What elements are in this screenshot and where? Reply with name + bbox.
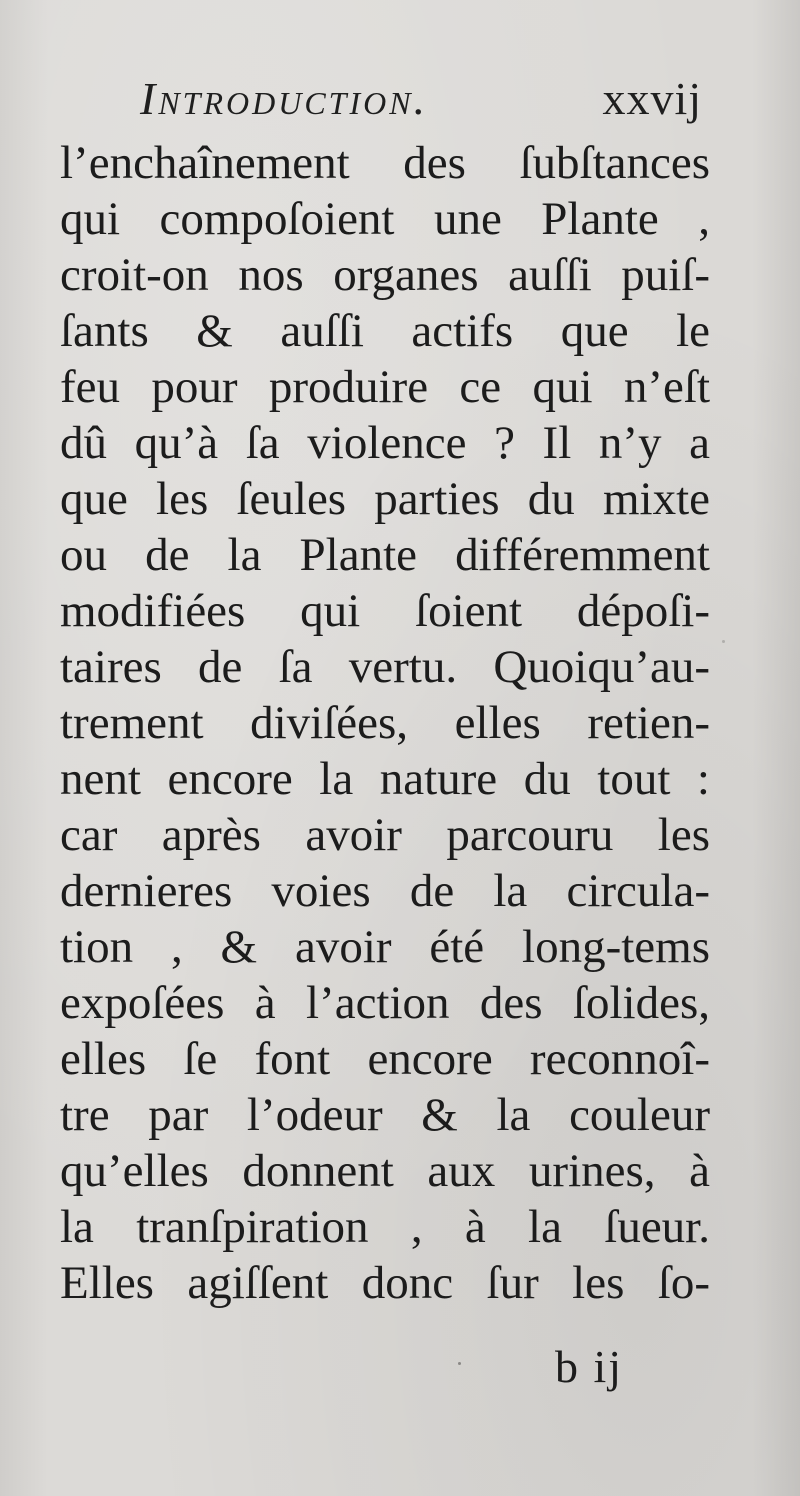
text-line: la tranſpiration , à la ſueur.: [60, 1201, 710, 1253]
paper-speck: [458, 1362, 461, 1365]
text-line: taires de ſa vertu. Quoiqu’au-: [60, 641, 710, 693]
text-line: trement diviſées, elles retien-: [60, 697, 710, 749]
text-line: expoſées à l’action des ſolides,: [60, 977, 710, 1029]
text-line: dû qu’à ſa violence ? Il n’y a: [60, 417, 710, 469]
text-line: croit-on nos organes auſſi puiſ-: [60, 249, 710, 301]
text-line: que les ſeules parties du mixte: [60, 473, 710, 525]
text-line: nent encore la nature du tout :: [60, 753, 710, 805]
text-line: l’enchaînement des ſubſtances: [60, 137, 710, 189]
page-number: xxvij: [602, 73, 702, 124]
paper-speck: [722, 640, 725, 643]
text-line: qui compoſoient une Plante ,: [60, 193, 710, 245]
text-line: tion , & avoir été long-tems: [60, 921, 710, 973]
text-line: ſants & auſſi actifs que le: [60, 305, 710, 357]
text-line: car après avoir parcouru les: [60, 809, 710, 861]
section-title: Introduction.: [140, 73, 429, 124]
text-line: qu’elles donnent aux urines, à: [60, 1145, 710, 1197]
text-line: modifiées qui ſoient dépoſi-: [60, 585, 710, 637]
text-line: feu pour produire ce qui n’eſt: [60, 361, 710, 413]
text-line: elles ſe font encore reconnoî-: [60, 1033, 710, 1085]
text-line: ou de la Plante différemment: [60, 529, 710, 581]
text-line: tre par l’odeur & la couleur: [60, 1089, 710, 1141]
signature-mark: b ij: [555, 1341, 624, 1392]
text-line: dernieres voies de la circula-: [60, 865, 710, 917]
body-text: [60, 135, 710, 1311]
running-head: [140, 72, 720, 132]
text-line: Elles agiſſent donc ſur les ſo-: [60, 1257, 710, 1309]
